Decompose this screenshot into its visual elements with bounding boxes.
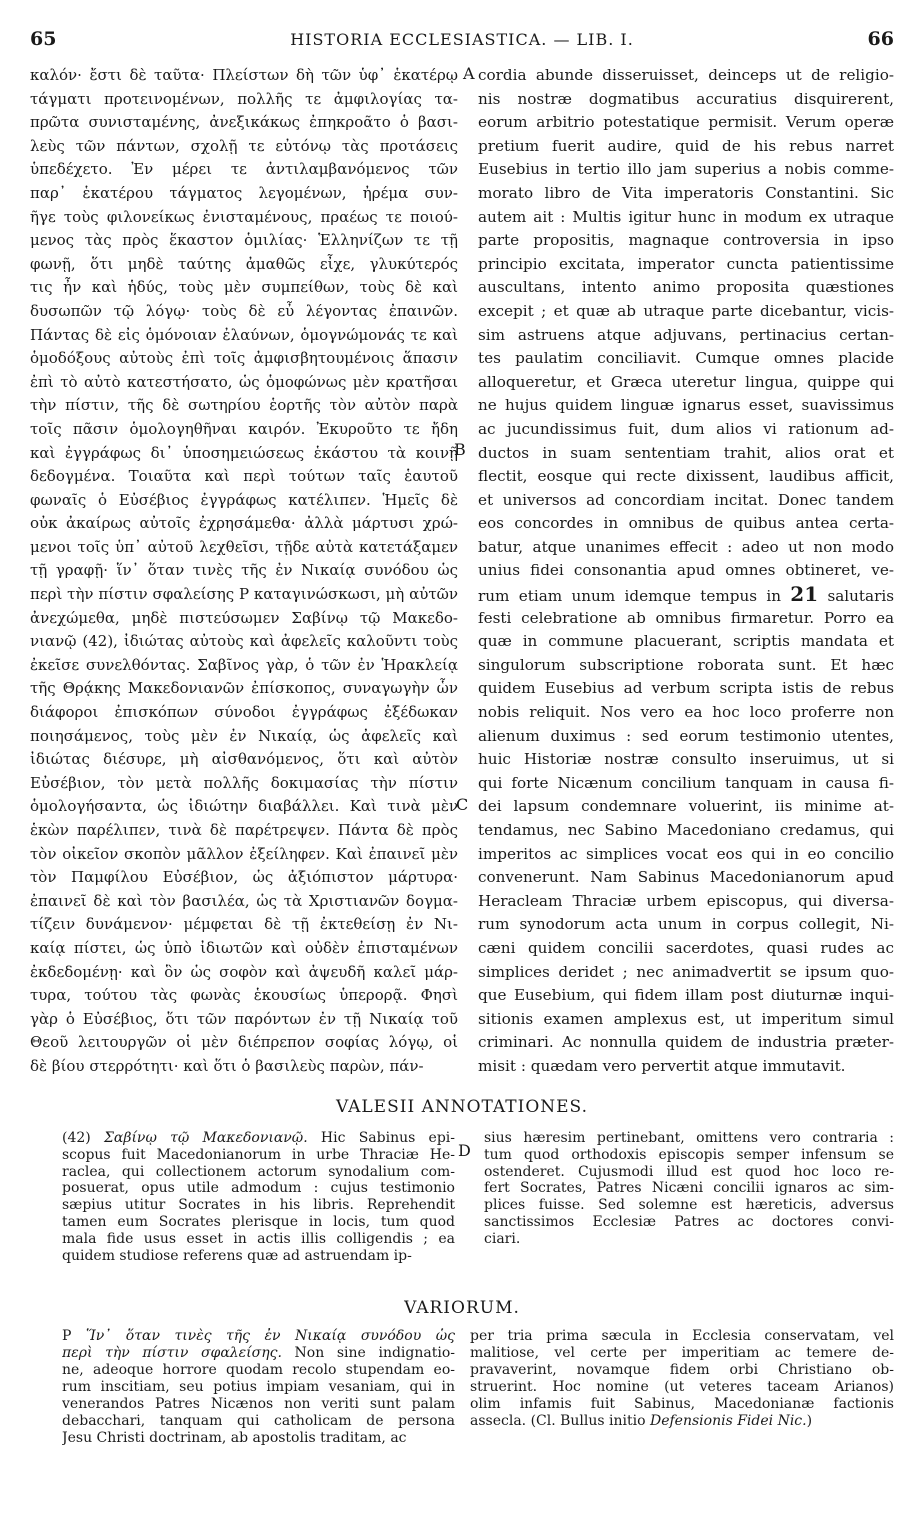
annotation-left-text-line: mala fide usus esset in actis illis colligendis ; ea [62,1230,455,1247]
latin-text-line: ac jucundissimus fuit, dum alios vi rationum ad- [478,419,894,438]
variorum-last-after: ) [806,1413,813,1429]
page-number-left: 65 [30,28,57,50]
greek-text-line: ἰδιώτας διέσυρε, μὴ αἰσθανόμενος, ὅτι καὶ αὐτὸν [30,750,458,769]
latin-text-line: eorum arbitrio potestatique permisit. Verum operæ [478,113,894,132]
latin-text-line: Eusebius in tertio illo jam superius a nobis comme- [478,160,894,179]
annotation-left-text-line: sæpius utitur Socrates in his libris. Reprehendit [62,1197,455,1214]
variorum-left-text-line: rum inscitiam, seu potius impiam vesaniam, qui in [62,1379,455,1395]
margin-mark-d: D [458,1141,471,1160]
variorum-lemma-1: Ἵν᾽ ὅταν τινὲς τῆς ἐν Νικαίᾳ συνόδου ὡς [85,1328,455,1344]
greek-text-line: περὶ τὴν πίστιν σφαλείσης P καταγινώσκωσι, μὴ αὐτῶν [30,585,458,604]
variorum-right-text-line: pravaverint, novamque fidem orbi Christiano ob- [470,1362,894,1378]
greek-text-line: καλόν· ἔστι δὲ ταῦτα· Πλείστων δὴ τῶν ὑφ᾽ ἑκατέρῳ [30,66,458,84]
annotation-label: (42) [62,1130,91,1146]
latin-text-line: alienum duximus : sed eorum testimonio utentes, [478,726,894,745]
latin-text-line: flectit, eosque qui recte dixissent, laudibus afficit, [478,467,894,486]
latin-text-line: auscultans, intento animo proposita quæstiones [478,278,894,297]
latin-text-line: sim astruens atque adjuvans, pertinacius certan- [478,325,894,344]
margin-mark-a: A [463,64,475,83]
latin-text-line: et universos ad concordiam incitat. Donec tandem [478,490,894,509]
greek-text-line: τῇ γραφῇ· ἵν᾽ ὅταν τινὲς τῆς ἐν Νικαίᾳ συνόδου ὡς [30,561,458,580]
variorum-last-line [470,1413,894,1430]
variorum-first-rest: Non sine indignatio- [281,1345,455,1361]
annotation-right-text-line: ciari. [484,1230,521,1247]
greek-text-line: φωνῇ, ὅτι μηδὲ ταύτης ἀμαθῶς εἶχε, γλυκύτερός [30,254,458,273]
annotation-right-text-line: fert Socrates, Patres Nicæni concilii ignaros ac sim- [484,1180,894,1197]
greek-text-line: μενοι τοῖς ὑπ᾽ αὐτοῦ λεχθεῖσι, τῇδε αὐτὰ κατετάξαμεν [30,537,458,556]
latin-text-line: dei lapsum condemnare voluerint, iis minime at- [478,797,894,816]
annotation-left-text-line: tamen eum Socrates plerisque in locis, tum quod [62,1213,455,1230]
latin-text-line: quidem Eusebius ad verbum scripta istis de rebus [478,679,894,698]
variorum-right-text-line: olim infamis fuit Sabinus, Macedonianæ factionis [470,1396,894,1412]
latin-text-line: imperitos ac simplices vocat eos qui in eo concilio [478,844,894,863]
greek-text-line: τοῖς πᾶσιν ὁμολογηθῆναι καιρόν. Ἐκυροῦτο τε ἤδη [30,419,458,438]
latin-text-line: batur, atque unanimes effecit : adeo ut non modo [478,537,894,556]
latin-text-line: excepit ; et quæ ab utraque parte dicebantur, vicis- [478,301,894,320]
greek-text-line: ποιησάμενος, τοὺς μὲν ἐν Νικαίᾳ, ὡς ἀφελεῖς καὶ [30,726,458,745]
variorum-left-text-line: Jesu Christi doctrinam, ab apostolis traditam, ac [62,1430,407,1446]
latin-text-line: ne hujus quidem linguæ ignarus esset, suavissimus [478,396,894,415]
latin-text-line: principio excitata, imperator cuncta patientissime [478,254,894,273]
annotation-right-text-line: sanctissimos Ecclesiæ Patres ac doctores convi- [484,1213,894,1230]
annotation-right-column [484,1130,894,1248]
greek-text-line: νιανῷ (42), ἰδιώτας αὐτοὺς καὶ ἀφελεῖς καλοῦντι τοὺς [30,632,458,651]
annotation-right-text-line: tum quod orthodoxis episcopis semper infensum se [484,1146,894,1163]
latin-text-line: nis nostræ dogmatibus accuratius disquirerent, [478,89,894,108]
latin-text-line: tendamus, nec Sabino Macedoniano credamus, qui [478,821,894,839]
running-title: HISTORIA ECCLESIASTICA. — LIB. I. [290,30,634,49]
greek-text-line: ἐκδεδομένῃ· καὶ ὃν ὡς σοφὸν καὶ ἀψευδῆ καλεῖ μάρ- [30,962,458,981]
greek-text-line: τῆς Θρᾴκης Μακεδονιανῶν ἐπίσκοπος, συναγωγὴν ὧν [30,679,458,698]
annotation-left-text-line: scopus fuit Macedonianorum in urbe Thraciæ He- [62,1146,455,1163]
greek-text-line: Πάντας δὲ εἰς ὁμόνοιαν ἐλαύνων, ὁμογνώμονάς τε καὶ [30,325,458,344]
greek-text-line: δυσωπῶν τῷ λόγῳ· τοὺς δὲ εὖ λέγοντας ἐπαινῶν. [30,301,458,320]
variorum-last-italic: Defensionis Fidei Nic. [649,1413,807,1429]
greek-text-line: πρῶτα συνισταμένης, ἀνεξικάκως ἐπηκροᾶτο ὁ βασι- [30,113,458,132]
running-header [30,28,894,56]
greek-text-line: ἑκὼν παρέλιπεν, τινὰ δὲ παρέτρεψεν. Πάντα δὲ πρὸς [30,821,458,839]
greek-text-line: ὁμολογήσαντα, ὡς ἰδιώτην διαβάλλει. Καὶ τινὰ μὲν [30,797,458,816]
variorum-right-text-line: malitiose, vel certe per imperitiam ac temere de- [470,1345,894,1361]
latin-text-line: quæ in commune placuerant, scriptis mandata et [478,632,894,651]
section-number: 21 [790,583,819,607]
greek-text-line: δεδογμένα. Τοιαῦτα καὶ περὶ τούτων ταῖς ἑαυτοῦ [30,467,458,486]
greek-text-line: τις ἦν καὶ ἡδύς, τοὺς μὲν συμπείθων, τοὺς δὲ καὶ [30,278,458,297]
greek-text-line: λεὺς τῶν πάντων, σχολῇ τε εὐτόνῳ τὰς προτάσεις [30,136,458,155]
greek-text-line: καίᾳ πίστει, ὡς ὑπὸ ἰδιωτῶν καὶ οὐδὲν ἐπισταμένων [30,938,458,957]
variorum-right-text-line: struerint. Hoc nomine (ut veteres taceam Arianos) [470,1379,894,1395]
variorum-heading: VARIORUM. [404,1298,520,1318]
annotation-first-line [62,1130,455,1147]
variorum-left-column [62,1328,455,1447]
latin-text-line: parte propositis, magnaque controversia in ipso [478,231,894,250]
greek-text-line: τυρα, τούτου τὰς φωνὰς ἑκουσίως ὑπερορᾷ. Φησὶ [30,986,458,1005]
latin-line-part: rum etiam unum idemque tempus in [478,587,791,606]
annotation-left-text-line: raclea, qui collectionem actorum synodalium com- [62,1163,455,1180]
variorum-first-line [62,1328,455,1345]
latin-column [478,64,894,1079]
variorum-right-column [470,1328,894,1430]
latin-text-line: alloqueretur, et Græca uteretur lingua, quippe qui [478,372,894,391]
variorum-left-text-line: venerandos Patres Nicænos non veriti sunt palam [62,1396,455,1412]
margin-mark-c: C [456,795,469,814]
greek-text-line: ῆγε τοὺς φιλονείκως ἐνισταμένους, πραέως τε ποιού- [30,207,458,226]
greek-text-line: τὸν Παμφίλου Εὐσέβιον, ὡς ἀξιόπιστον μάρτυρα· [30,868,458,887]
latin-text-line: singulorum subscriptione roborata sunt. Et hæc [478,655,894,674]
greek-text-line: ἐπὶ τὸ αὐτὸ κατεστήσατο, ὡς ὁμοφώνως μὲν κρατῆσαι [30,372,458,391]
variorum-left-text-line: debacchari, tanquam qui catholicam de persona [62,1413,455,1429]
greek-text-line: φωναῖς ὁ Εὐσέβιος ἐγγράφως κατέλιπεν. Ἡμεῖς δὲ [30,490,458,509]
greek-text-line: παρ᾽ ἑκατέρου τάγματος λεγομένων, ἠρέμα συν- [30,183,458,202]
annotation-right-text-line: sius hæresim pertinebant, omittens vero contraria : [484,1130,894,1146]
latin-text-line: que Eusebium, qui fidem illam post diuturnæ inqui- [478,986,894,1005]
greek-text-line: Θεοῦ λειτουργῶν οἱ μὲν διέπρεπον σοφίας λόγῳ, οἱ [30,1033,458,1052]
annotation-first-rest: Hic Sabinus epi- [307,1130,455,1146]
greek-text-line: τάγματι προτεινομένων, πολλῆς τε ἀμφιλογίας τα- [30,89,458,108]
annotation-lemma: Σαβίνῳ τῷ Μακεδονιανῷ. [104,1130,308,1146]
greek-text-line: ὑπεδέχετο. Ἐν μέρει τε ἀντιλαμβανόμενος τῶν [30,160,458,179]
latin-text-line: convenerunt. Nam Sabinus Macedonianorum apud [478,868,894,887]
latin-line-part: salutaris [818,587,894,606]
greek-text-line: οὐκ ἀκαίρως αὐτοῖς ἐχρησάμεθα· ἀλλὰ μάρτυσι χρώ- [30,514,458,533]
greek-text-line: ὁμοδόξους αὐτοὺς ἐπὶ τοῖς ἀμφισβητουμένοις ἅπασιν [30,349,458,368]
margin-mark-b: B [454,440,466,459]
variorum-left-text-line: ne, adeoque horrore quodam recolo stupendam eo- [62,1362,455,1378]
greek-text-line: ἀνεχώμεθα, μηδὲ πιστεύσωμεν Σαβίνῳ τῷ Μακεδο- [30,608,458,627]
latin-text-line: huic Historiæ nostræ consulto inseruimus, ut si [478,750,894,769]
latin-text-line: sitionis examen amplexus est, ut imperitum simul [478,1009,894,1028]
latin-text-line: nobis reliquit. Nos vero ea hoc loco proferre non [478,703,894,722]
greek-text-line: ἐκεῖσε συνελθόντας. Σαβῖνος γὰρ, ὁ τῶν ἐν Ἡρακλείᾳ [30,655,458,674]
greek-column [30,64,458,1079]
latin-text-line: festi celebratione ab omnibus firmaretur. Porro ea [478,608,894,627]
latin-text-line: morato libro de Vita imperatoris Constantini. Sic [478,183,894,202]
latin-text-line: pretium fuerit audire, quid de his rebus narret [478,136,894,155]
greek-text-line: καὶ ἐγγράφως δι᾽ ὑποσημειώσεως ἑκάστου τὰ κοινῇ [30,443,458,462]
greek-text-line: γὰρ ὁ Εὐσέβιος, ὅτι τῶν παρόντων ἐν τῇ Νικαίᾳ τοῦ [30,1009,458,1028]
latin-text-line: misit : quædam vero pervertit atque immutavit. [478,1056,846,1075]
page-number-right: 66 [867,28,894,50]
latin-text-line: ductos in suam sententiam trahit, alios orat et [478,443,894,462]
annotation-right-text-line: plices fuisse. Sed solemne est hæreticis, adversus [484,1197,894,1214]
variorum-last-before: assecla. (Cl. Bullus initio [470,1413,650,1429]
latin-text-line: cæni quidem concilii sacerdotes, quasi rudes ac [478,938,894,957]
greek-text-line: τὴν πίστιν, τῆς δὲ σωτηρίου ἑορτῆς τὸν αὐτὸν παρὰ [30,396,458,415]
annotation-left-text-line: posuerat, opus utile admodum : cujus testimonio [62,1180,455,1197]
greek-text-line: δὲ βίου στερρότητι· καὶ ὅτι ὁ βασιλεὺς παρὼν, πάν- [30,1056,424,1075]
latin-text-line: autem ait : Multis igitur hunc in modum ex utraque [478,207,894,226]
greek-text-line: Εὐσέβιον, τὸν μετὰ πολλῆς δοκιμασίας τὴν πίστιν [30,773,458,792]
annotations-heading: VALESII ANNOTATIONES. [335,1097,589,1117]
latin-text-line: qui forte Nicænum concilium tanquam in causa fi- [478,773,894,792]
greek-text-line: διάφοροι ἐπισκόπων σύνοδοι ἐγγράφως ἐξέδωκαν [30,703,458,722]
latin-text-line: criminari. Ac nonnulla quidem de industria præter- [478,1033,894,1052]
latin-text-line: unius fidei consonantia apud omnes obtineret, ve- [478,561,894,580]
latin-text-line: eos concordes in omnibus de quibus antea certa- [478,514,894,533]
annotation-left-column [62,1130,455,1264]
greek-text-line: τὸν οἰκεῖον σκοπὸν μᾶλλον ἐξείληφεν. Καὶ ἐπαινεῖ μὲν [30,844,458,863]
latin-text-line: simplices deridet ; nec animadvertit se ipsum quo- [478,962,894,981]
variorum-label: P [62,1328,72,1344]
annotation-left-text-line: quidem studiose referens quæ ad astruendam ip- [62,1247,412,1264]
greek-text-line: τίζειν δυνάμενον· μέμφεται δὲ τῇ ἐκτεθείσῃ ἐν Νι- [30,915,458,934]
greek-text-line: ἐπαινεῖ δὲ καὶ τὸν βασιλέα, ὡς τὰ Χριστιανῶν δογμα- [30,891,458,910]
variorum-right-text-line: per tria prima sæcula in Ecclesia conservatam, vel [470,1328,894,1344]
latin-text-line: Heracleam Thraciæ urbem episcopus, qui diversa- [478,891,894,910]
latin-text-line [478,583,894,607]
latin-text-line: rum synodorum acta unum in corpus collegit, Ni- [478,915,894,934]
annotation-right-text-line: ostenderet. Cujusmodi illud est quod hoc loco re- [484,1163,894,1180]
latin-text-line: tes paulatim conciliavit. Cumque omnes placide [478,349,894,368]
latin-text-line: cordia abunde disseruisset, deinceps ut de religio- [478,66,894,84]
greek-text-line: μενος τὰς πρὸς ἕκαστον ὁμιλίας· Ἑλληνίζων τε τῇ [30,231,458,250]
variorum-second-line [62,1345,455,1362]
variorum-lemma-2: περὶ τὴν πίστιν σφαλείσης. [62,1345,282,1361]
